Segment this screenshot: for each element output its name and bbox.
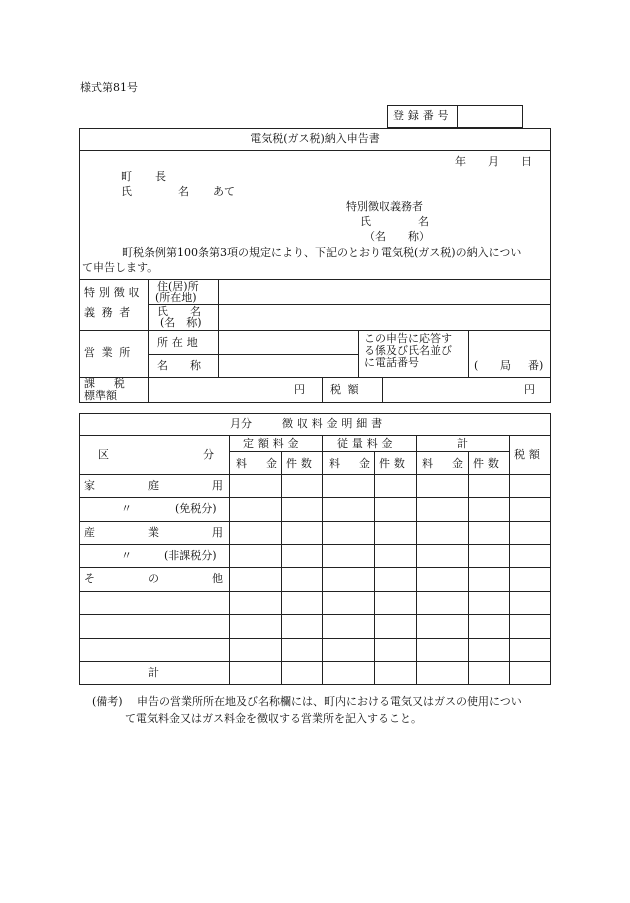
tax-base-yen: 円 (294, 383, 305, 396)
detail-table (79, 413, 551, 685)
date-day: 日 (521, 155, 532, 168)
date-month: 月 (488, 155, 499, 168)
registration-number-field[interactable] (460, 107, 520, 126)
row-other-3: 他 (212, 572, 223, 585)
tax-amount-field[interactable] (386, 380, 520, 400)
office-location-label: 所在地 (157, 336, 202, 349)
tax-base-label-2: 標準額 (84, 389, 117, 402)
office-name-field[interactable] (221, 356, 355, 375)
contact-label-2: る係及び氏名並び (364, 344, 452, 357)
office-label: 営業所 (84, 346, 137, 359)
detail-title: 徴収料金明細書 (282, 417, 386, 430)
row-household-2: 庭 (148, 479, 159, 492)
name-field[interactable] (221, 306, 547, 328)
sub-kin-3: 金 (452, 457, 463, 470)
registration-number-label: 登録番号 (393, 109, 453, 122)
office-location-field[interactable] (221, 332, 355, 352)
row-nontaxable-label: (非課税分) (164, 549, 217, 562)
row-total-label: 計 (148, 666, 159, 679)
detail-title-month: 月分 (230, 417, 252, 430)
row-exempt-label: (免税分) (175, 502, 217, 515)
sub-ryo-1: 料 (236, 457, 247, 470)
declarant-name-1: 氏 (360, 215, 371, 228)
phone-ban: 番) (528, 359, 544, 372)
header-kubun-1: 区 (98, 448, 109, 461)
note-label: (備考) (92, 695, 123, 708)
sub-count-1: 件数 (286, 457, 316, 470)
address-label-1: 住(居)所 (157, 280, 199, 293)
header-metered-fee: 従量料金 (337, 437, 397, 450)
phone-open: ( (474, 359, 479, 372)
tax-base-label-1: 課 税 (84, 377, 129, 390)
row-exempt-ditto: 〃 (121, 502, 132, 515)
name-label-1: 氏 名 (157, 305, 201, 318)
sub-count-3: 件数 (473, 457, 503, 470)
row-industrial-3: 用 (212, 526, 223, 539)
row-industrial-1: 産 (84, 526, 95, 539)
address-field[interactable] (221, 281, 547, 302)
sub-count-2: 件数 (379, 457, 409, 470)
name-label-2: (名 称) (160, 316, 202, 329)
sub-ryo-2: 料 (329, 457, 340, 470)
declarant-meisho: （名 称） (364, 230, 430, 243)
row-other-1: そ (84, 572, 95, 585)
form-title: 電気税(ガス税)納入申告書 (250, 132, 380, 145)
addressee-name-1: 氏 (121, 185, 132, 198)
form-number: 様式第81号 (80, 81, 138, 94)
row-household-1: 家 (84, 479, 95, 492)
addressee-ate: あて (213, 185, 235, 198)
row-nontaxable-ditto: 〃 (121, 549, 132, 562)
body-text-1: 町税条例第100条第3項の規定により、下記のとおり電気税(ガス税)の納入につい (122, 246, 522, 259)
sub-kin-1: 金 (266, 457, 277, 470)
phone-kyoku: 局 (500, 359, 511, 372)
contact-label-1: この申告に応答す (364, 332, 452, 345)
note-line-2: て電気料金又はガス料金を徴収する営業所を記入すること。 (125, 712, 422, 725)
declarant-name-2: 名 (418, 215, 429, 228)
addressee-name-2: 名 (178, 185, 189, 198)
addressee-mayor-2: 長 (155, 170, 166, 183)
sub-kin-2: 金 (359, 457, 370, 470)
header-kubun-2: 分 (203, 448, 214, 461)
header-tax-amount: 税額 (514, 448, 544, 461)
contact-field[interactable] (471, 332, 549, 352)
special-collector-label-2: 義務者 (84, 306, 137, 319)
row-industrial-2: 業 (148, 526, 159, 539)
contact-label-3: に電話番号 (364, 356, 419, 369)
special-collector-label-1: 特別徴収 (84, 286, 144, 299)
sub-ryo-3: 料 (422, 457, 433, 470)
row-other-2: の (148, 572, 159, 585)
office-name-label: 名 称 (157, 359, 201, 372)
tax-amount-label: 税額 (330, 383, 366, 396)
address-label-2: (所在地) (155, 291, 197, 304)
declarant-title: 特別徴収義務者 (346, 200, 423, 213)
tax-base-field[interactable] (152, 380, 290, 400)
body-text-2: て申告します。 (82, 261, 159, 274)
header-total: 計 (457, 437, 468, 450)
addressee-mayor-1: 町 (121, 170, 132, 183)
row-household-3: 用 (212, 479, 223, 492)
date-year: 年 (455, 155, 466, 168)
header-fixed-fee: 定額料金 (243, 437, 303, 450)
note-line-1: 申告の営業所所在地及び名称欄には、町内における電気又はガスの使用につい (137, 695, 522, 708)
tax-amount-yen: 円 (524, 383, 535, 396)
